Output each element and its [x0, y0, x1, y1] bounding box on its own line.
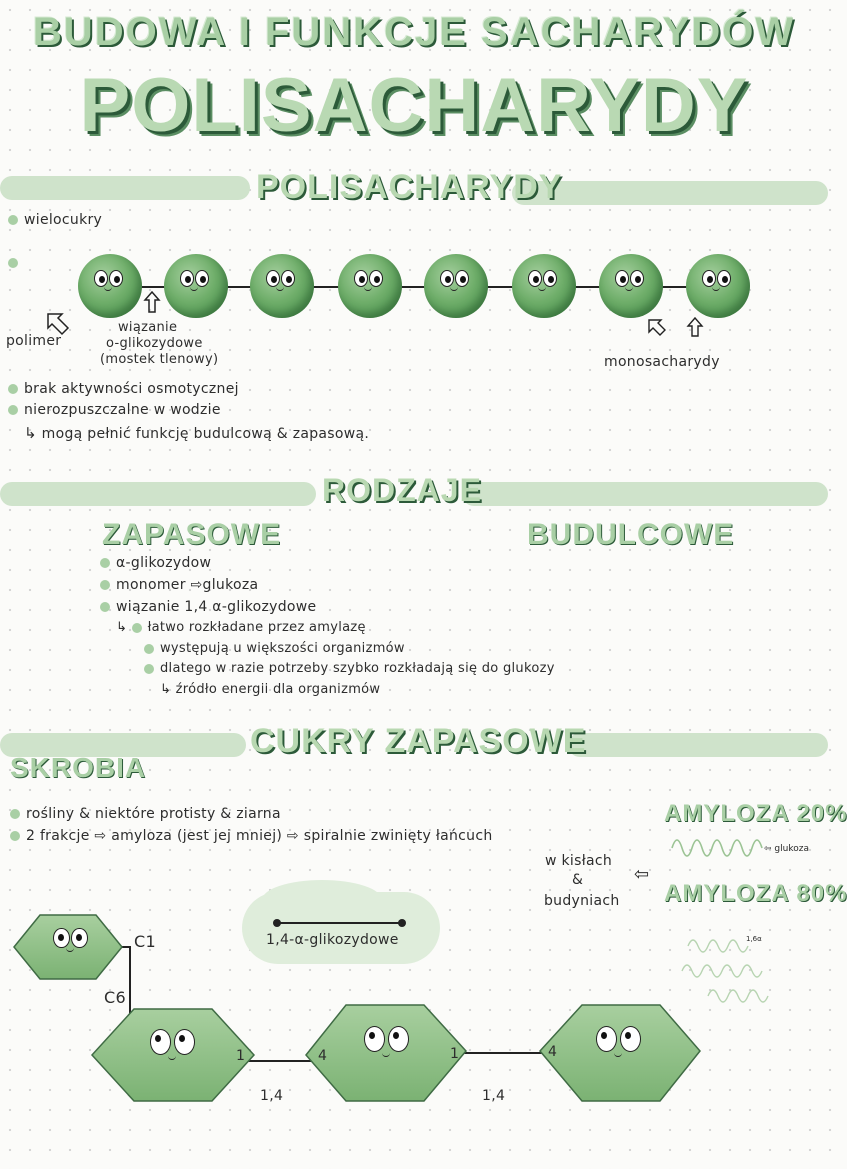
bullet-text: rośliny & niektóre protisty & ziarna — [26, 806, 281, 822]
amylose-spiral-icon — [670, 830, 770, 860]
bullet-monomer — [100, 577, 258, 593]
label-c1: C1 — [134, 932, 156, 951]
eye-icon — [364, 1026, 385, 1052]
glucose-chain-diagram — [0, 905, 828, 1125]
smile-icon — [614, 1052, 622, 1057]
arrow-right-icon: ⇦ — [634, 864, 650, 885]
bullet-dot — [100, 558, 110, 568]
bullet-fractions — [10, 828, 493, 844]
bullet-dot — [10, 809, 20, 819]
nested-bullet-amylaza — [116, 620, 366, 635]
arrow-up-left-icon — [646, 317, 668, 339]
hex-num-1: 1 — [236, 1048, 246, 1064]
label-monosacharydy: monosacharydy — [604, 354, 720, 370]
arrow-right-icon: ⇨ — [286, 828, 299, 844]
eye-icon — [543, 270, 557, 287]
eye-icon — [388, 1026, 409, 1052]
bullet-dot — [100, 602, 110, 612]
page-title: POLISACHARYDY — [79, 63, 749, 148]
section-heading-rodzaje: RODZAJE — [322, 472, 482, 508]
bullet-dot — [8, 215, 18, 225]
bullet-text: spiralnie zwinięty łańcuch — [303, 828, 493, 844]
bullet-text: wiązanie 1,4 α-glikozydowe — [116, 599, 317, 615]
eye-icon — [53, 928, 69, 948]
label-bond-1: wiązanie — [118, 320, 178, 335]
bullet-wiazanie — [100, 599, 316, 615]
bullet-dot — [8, 258, 18, 268]
bullet-dot — [10, 831, 20, 841]
label-bond-2: o-glikozydowe — [106, 336, 203, 351]
arrow-up-icon — [143, 290, 161, 314]
label-polimer: polimer — [6, 333, 62, 349]
eye-icon — [109, 270, 123, 287]
link-label-1: 1,4 — [260, 1088, 284, 1104]
bullet-dot — [8, 405, 18, 415]
where-line-2: & — [572, 872, 584, 888]
bullet-dot — [8, 384, 18, 394]
eye-icon — [717, 270, 731, 287]
eye-icon — [71, 928, 87, 948]
link-label-2: 1,4 — [482, 1088, 506, 1104]
nested-bullet-wystepuja — [144, 641, 405, 656]
bullet-alfa — [100, 555, 211, 571]
bullet-text: łatwo rozkładane przez amylazę — [147, 620, 366, 635]
eye-icon — [369, 270, 383, 287]
eye-icon — [528, 270, 542, 287]
section-heading-cukry-zapasowe: CUKRY ZAPASOWE — [250, 722, 587, 760]
bullet-text: nierozpuszczalne w wodzie — [24, 402, 221, 418]
eye-icon — [174, 1029, 195, 1055]
where-line-1: w kisłach — [545, 853, 613, 869]
hex-num-4a: 4 — [318, 1048, 328, 1064]
arrow-note-text: mogą pełnić funkcję budulcową & zapasową. — [41, 426, 370, 442]
bullet-dot — [144, 664, 154, 674]
heading-band-right — [462, 482, 828, 506]
page-supertitle: BUDOWA I FUNKCJE SACHARYDÓW — [32, 10, 796, 54]
bullet-text: amyloza (jest jej mniej) — [111, 828, 283, 844]
bullet-plants — [10, 806, 281, 822]
eye-icon — [702, 270, 716, 287]
bullet-dot — [100, 580, 110, 590]
bullet-text: występują u większości organizmów — [160, 641, 405, 656]
hook-arrow-icon: ↳ — [160, 682, 172, 697]
bullet-insoluble — [8, 402, 221, 418]
label-amyloza: AMYLOZA 20% — [664, 800, 847, 827]
eye-icon — [615, 270, 629, 287]
arrow-up-icon — [686, 316, 704, 338]
energy-note-text: źródło energii dla organizmów — [175, 682, 381, 697]
hex-num-4b: 4 — [548, 1044, 558, 1060]
label-c6: C6 — [104, 988, 126, 1007]
glukoza-small-text: glukoza — [774, 844, 809, 854]
eye-icon — [620, 1026, 641, 1052]
heading-band-left — [0, 176, 250, 200]
eye-icon — [354, 270, 368, 287]
eye-icon — [150, 1029, 171, 1055]
bullet-dot — [132, 623, 142, 633]
heading-band-right — [568, 733, 828, 757]
eye-icon — [195, 270, 209, 287]
subheading-budulcowe: BUDULCOWE — [527, 518, 735, 551]
hook-arrow-icon: ↳ — [24, 424, 37, 442]
eye-icon — [455, 270, 469, 287]
bullet-wielocukry — [8, 212, 102, 228]
subheading-zapasowe: ZAPASOWE — [102, 518, 282, 551]
bullet-text: α-glikozydow — [116, 555, 212, 571]
bullet-text: dlatego w razie potrzeby szybko rozkładają się do glukozy — [160, 661, 555, 676]
label-bond-small: 1,6α — [746, 935, 762, 943]
label-bond-3: (mostek tlenowy) — [100, 352, 219, 367]
monomer-value: glukoza — [202, 577, 259, 593]
eye-icon — [94, 270, 108, 287]
bullet-text: wielocukry — [24, 212, 103, 228]
eye-icon — [440, 270, 454, 287]
eye-icon — [281, 270, 295, 287]
where-line-3: budyniach — [544, 893, 620, 909]
bullet-osmotic — [8, 381, 239, 397]
hook-arrow-icon: ↳ — [116, 620, 128, 635]
smile-icon — [168, 1055, 176, 1060]
eye-icon — [180, 270, 194, 287]
eye-icon — [596, 1026, 617, 1052]
bullet-dot — [144, 644, 154, 654]
eye-icon — [630, 270, 644, 287]
energy-note — [160, 682, 380, 697]
heading-band-left — [0, 482, 316, 506]
label-amylopektyna: AMYLOZA 80% — [664, 880, 847, 907]
arrow-right-icon: ⇨ — [190, 577, 203, 593]
bullet-text: 2 frakcje — [26, 828, 90, 844]
bullet-text: monomer — [116, 577, 186, 593]
section-heading-polisacharydy: POLISACHARYDY — [256, 168, 563, 206]
arrow-right-icon: ⇨ — [94, 828, 107, 844]
smile-icon — [382, 1052, 390, 1057]
arrow-note — [24, 424, 369, 442]
nested-bullet-dlatego — [144, 661, 555, 676]
subheading-skrobia: SKROBIA — [10, 752, 147, 783]
label-glukoza-small: ⇦ glukoza — [764, 844, 809, 854]
eye-icon — [266, 270, 280, 287]
cloud-bond-label: 1,4-α-glikozydowe — [266, 932, 399, 948]
bullet-text: brak aktywności osmotycznej — [24, 381, 239, 397]
hex-num-1b: 1 — [450, 1046, 460, 1062]
